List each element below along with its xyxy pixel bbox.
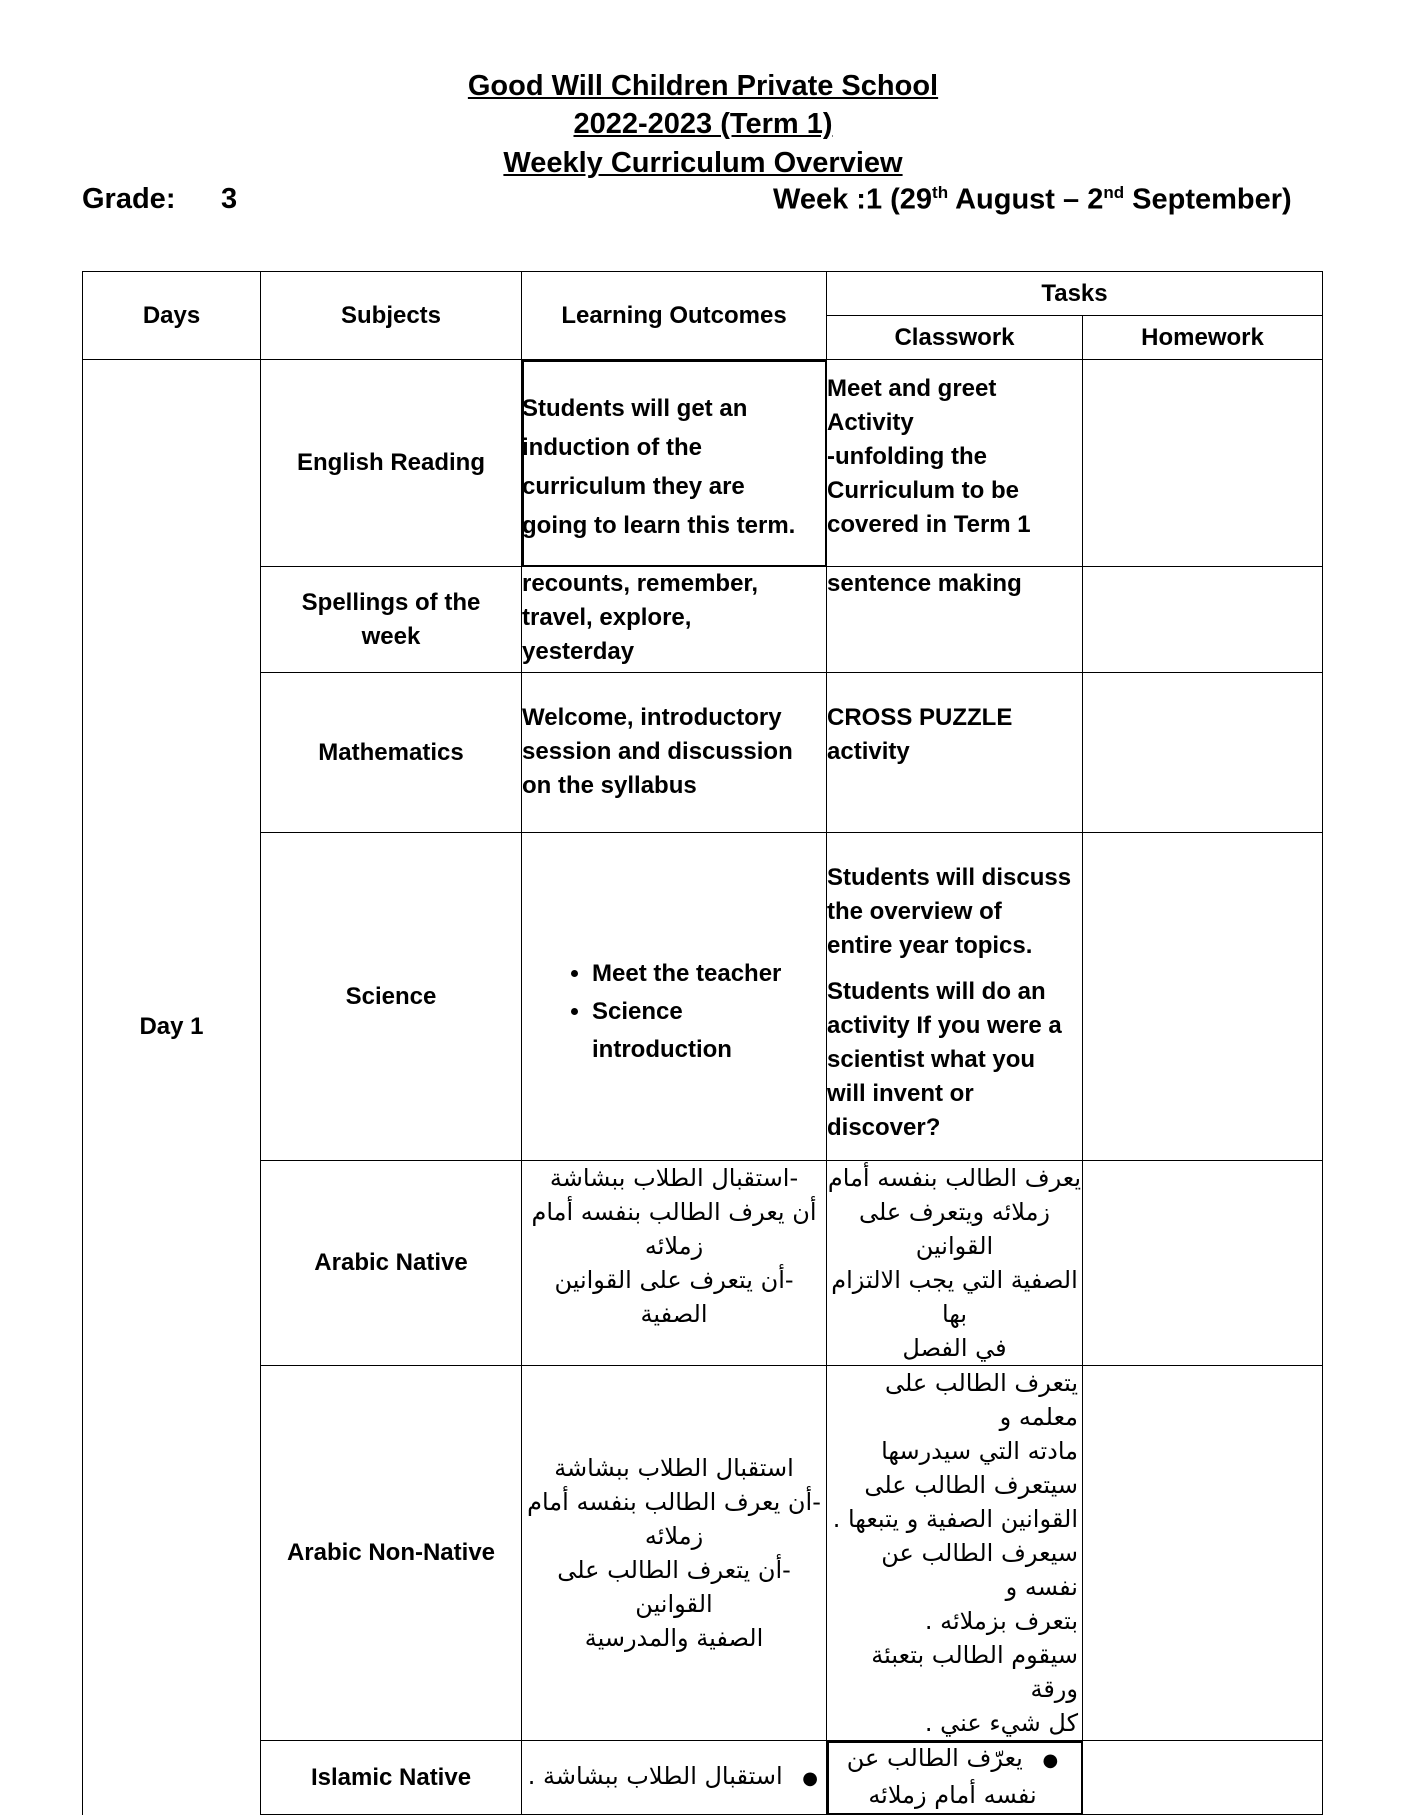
classwork-cell: يتعرف الطالب على معلمه و مادته التي سيدرسها سيتعرف الطالب على القوانين الصفية و يتبعها . سيعرف الطالب عن نفسه و بتعرف بزملائه . سيقوم الطالب بتعبئة ورقة كل شيء عني .	[827, 1366, 1083, 1741]
table-row	[83, 1366, 1323, 1741]
header-classwork: Classwork	[827, 316, 1083, 360]
subject-cell: Mathematics	[261, 673, 522, 833]
grade-label: Grade:	[82, 183, 176, 215]
subject-cell: Arabic Native	[261, 1161, 522, 1366]
header-homework: Homework	[1083, 316, 1323, 360]
table-row	[83, 360, 1323, 567]
grade-value: 3	[221, 183, 238, 215]
header-learning-outcomes: Learning Outcomes	[522, 272, 827, 360]
week-info: Week :1 (29th August – 2nd September)	[773, 183, 1292, 216]
subject-cell: Science	[261, 833, 522, 1161]
overview-title: Weekly Curriculum Overview	[503, 147, 903, 179]
outcome-cell: ● استقبال الطلاب ببشاشة .	[522, 1741, 827, 1815]
subject-cell: Spellings of the week	[261, 567, 522, 673]
header-tasks: Tasks	[827, 272, 1323, 316]
outcome-cell: Students will get an induction of the curriculum they are going to learn this term.	[522, 360, 827, 567]
outcome-cell: -استقبال الطلاب ببشاشة أن يعرف الطالب بنفسه أمام زملائه -أن يتعرف على القوانين الصفية	[522, 1161, 827, 1366]
outcome-cell: recounts, remember, travel, explore, yesterday	[522, 567, 827, 673]
subject-cell: English Reading	[261, 360, 522, 567]
classwork-cell: Meet and greet Activity -unfolding the Curriculum to be covered in Term 1	[827, 360, 1083, 567]
header-days: Days	[83, 272, 261, 360]
curriculum-table	[82, 271, 1323, 1815]
outcome-cell	[522, 833, 827, 1161]
homework-cell	[1083, 567, 1323, 673]
classwork-cell: ● يعرّف الطالب عن نفسه أمام زملائه	[827, 1741, 1083, 1815]
classwork-cell: CROSS PUZZLE activity	[827, 673, 1083, 833]
classwork-cell: يعرف الطالب بنفسه أمام زملائه ويتعرف على القوانين الصفية التي يجب الالتزام بها في الفصل	[827, 1161, 1083, 1366]
classwork-cell: Students will discuss the overview of entire year topics. Students will do an activity If you were a scientist what you will invent or discover?	[827, 833, 1083, 1161]
term-title: 2022-2023 (Term 1)	[573, 108, 833, 140]
list-item: • Science introduction	[592, 993, 792, 1069]
outcome-cell: Welcome, introductory session and discussion on the syllabus	[522, 673, 827, 833]
homework-cell	[1083, 833, 1323, 1161]
header-subjects: Subjects	[261, 272, 522, 360]
table-row	[83, 673, 1323, 833]
homework-cell	[1083, 1366, 1323, 1741]
day-cell: Day 1	[83, 360, 261, 1815]
homework-cell	[1083, 1741, 1323, 1815]
subject-cell: Arabic Non-Native	[261, 1366, 522, 1741]
table-row	[83, 1161, 1323, 1366]
homework-cell	[1083, 360, 1323, 567]
subject-cell: Islamic Native	[261, 1741, 522, 1815]
list-item: • Meet the teacher	[592, 955, 826, 993]
homework-cell	[1083, 673, 1323, 833]
outcome-cell: استقبال الطلاب ببشاشة -أن يعرف الطالب بنفسه أمام زملائه -أن يتعرف الطالب على القوانين الصفية والمدرسية	[522, 1366, 827, 1741]
school-name: Good Will Children Private School	[467, 70, 939, 102]
homework-cell	[1083, 1161, 1323, 1366]
table-row	[83, 567, 1323, 673]
table-row	[83, 833, 1323, 1161]
bullet-icon	[790, 1762, 818, 1790]
bullet-icon	[1031, 1744, 1059, 1772]
table-row	[83, 1741, 1323, 1815]
outcome-bullet-list	[522, 955, 826, 1069]
classwork-cell: sentence making	[827, 567, 1083, 673]
